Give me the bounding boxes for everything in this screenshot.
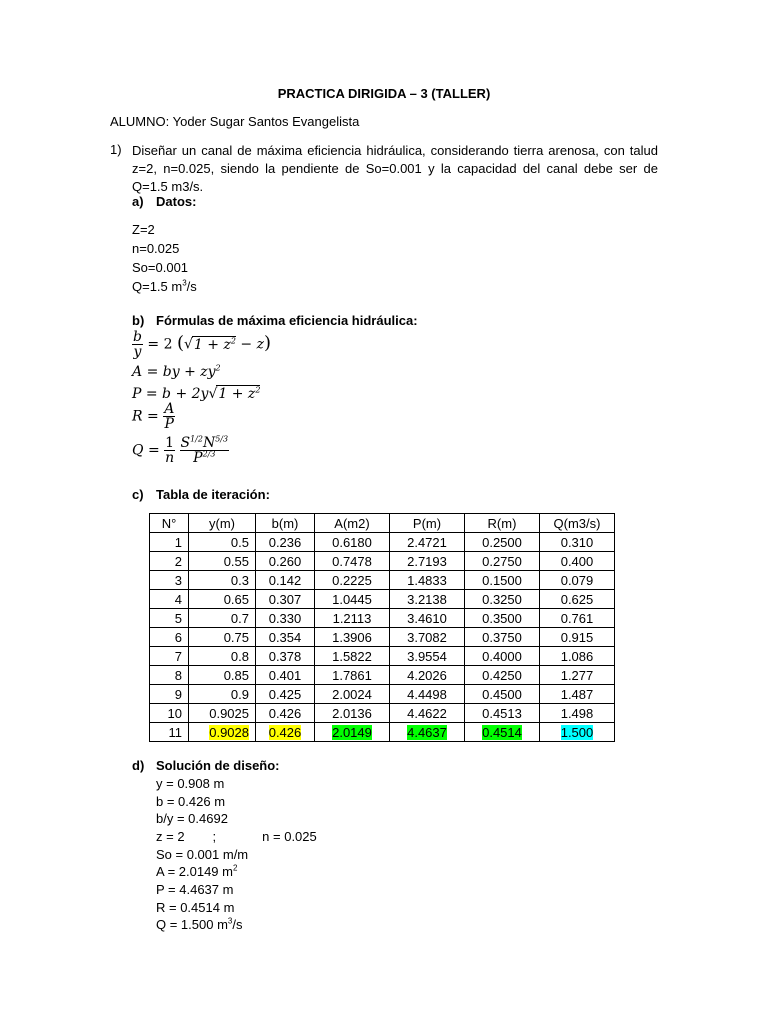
table-body xyxy=(150,533,615,742)
highlighted-value: 0.426 xyxy=(268,724,302,740)
solution-z-n: z = 2 ; n = 0.025 xyxy=(156,829,317,844)
table-row xyxy=(150,571,615,590)
table-row xyxy=(150,647,615,666)
cell-p: 3.9554 xyxy=(390,647,465,666)
cell-r: 0.2500 xyxy=(465,533,540,552)
table-row xyxy=(150,628,615,647)
cell-q: 0.310 xyxy=(540,533,615,552)
cell-n: 11 xyxy=(150,723,189,742)
cell-r: 0.4513 xyxy=(465,704,540,723)
cell-a: 1.0445 xyxy=(315,590,390,609)
cell-a: 1.2113 xyxy=(315,609,390,628)
cell-r: 0.2750 xyxy=(465,552,540,571)
solution-b-over-y: b/y = 0.4692 xyxy=(156,811,228,826)
cell-p: 4.4622 xyxy=(390,704,465,723)
cell-a: 1.7861 xyxy=(315,666,390,685)
cell-q: 0.079 xyxy=(540,571,615,590)
cell-y: 0.8 xyxy=(189,647,256,666)
cell-a: 0.7478 xyxy=(315,552,390,571)
table-row xyxy=(150,609,615,628)
solution-so: So = 0.001 m/m xyxy=(156,847,249,862)
solution-flow: Q = 1.500 $m^3/s$ xyxy=(156,916,243,932)
cell-a: 2.0024 xyxy=(315,685,390,704)
col-header-r: R(m) xyxy=(465,514,540,533)
cell-r: 0.4500 xyxy=(465,685,540,704)
highlighted-value: 0.4514 xyxy=(482,724,522,740)
solution-perimeter: P = 4.4637 m xyxy=(156,882,234,897)
iteration-table xyxy=(149,513,615,742)
cell-p: 4.2026 xyxy=(390,666,465,685)
cell-r xyxy=(465,723,540,742)
cell-b: 0.142 xyxy=(256,571,315,590)
col-header-q: Q(m3/s) xyxy=(540,514,615,533)
cell-p: 3.7082 xyxy=(390,628,465,647)
question-text: Diseñar un canal de máxima eficiencia hidráulica, considerando tierra arenosa, con talud z=2, n=0.025, siendo la pendiente de So=0.001 y la capacidad del canal debe ser de Q=1.5 m3/s. xyxy=(132,143,658,194)
solution-y: y = 0.908 m xyxy=(156,776,225,791)
cell-b xyxy=(256,723,315,742)
cell-q: 0.915 xyxy=(540,628,615,647)
page-title: PRACTICA DIRIGIDA – 3 (TALLER) xyxy=(277,86,491,101)
cell-r: 0.3500 xyxy=(465,609,540,628)
formula-perimeter: $P = b + 2y√1 + z^2$ xyxy=(132,385,261,402)
student-name: ALUMNO: Yoder Sugar Santos Evangelista xyxy=(110,114,360,129)
cell-n: 3 xyxy=(150,571,189,590)
cell-p: 3.2138 xyxy=(390,590,465,609)
table-row xyxy=(150,552,615,571)
cell-a: 0.2225 xyxy=(315,571,390,590)
data-n: n=0.025 xyxy=(132,241,180,256)
cell-q: 1.487 xyxy=(540,685,615,704)
section-a-heading: a) Datos: xyxy=(132,194,197,209)
table-row xyxy=(150,590,615,609)
cell-p: 2.7193 xyxy=(390,552,465,571)
section-b-heading: b) Fórmulas de máxima eficiencia hidráulica: xyxy=(132,313,418,328)
cell-y: 0.9025 xyxy=(189,704,256,723)
cell-b: 0.330 xyxy=(256,609,315,628)
cell-n: 2 xyxy=(150,552,189,571)
table-row xyxy=(150,723,615,742)
cell-r: 0.3750 xyxy=(465,628,540,647)
solution-area: A = 2.0149 $m^2$ xyxy=(156,863,238,879)
cell-y: 0.3 xyxy=(189,571,256,590)
cell-b: 0.260 xyxy=(256,552,315,571)
cell-b: 0.354 xyxy=(256,628,315,647)
cell-q: 1.498 xyxy=(540,704,615,723)
highlighted-value: 2.0149 xyxy=(332,724,372,740)
table-row xyxy=(150,685,615,704)
cell-p: 3.4610 xyxy=(390,609,465,628)
cell-r: 0.3250 xyxy=(465,590,540,609)
cell-n: 4 xyxy=(150,590,189,609)
cell-y: 0.5 xyxy=(189,533,256,552)
solution-b: b = 0.426 m xyxy=(156,794,226,809)
table-row xyxy=(150,533,615,552)
data-z: Z=2 xyxy=(132,222,155,237)
cell-p: 2.4721 xyxy=(390,533,465,552)
cell-b: 0.401 xyxy=(256,666,315,685)
col-header-y: y(m) xyxy=(189,514,256,533)
table-row xyxy=(150,666,615,685)
cell-y xyxy=(189,723,256,742)
cell-p xyxy=(390,723,465,742)
cell-y: 0.7 xyxy=(189,609,256,628)
cell-n: 6 xyxy=(150,628,189,647)
cell-q: 1.277 xyxy=(540,666,615,685)
cell-q: 1.086 xyxy=(540,647,615,666)
cell-a: 2.0136 xyxy=(315,704,390,723)
cell-p: 1.4833 xyxy=(390,571,465,590)
col-header-b: b(m) xyxy=(256,514,315,533)
section-d-heading: d) Solución de diseño: xyxy=(132,758,280,773)
cell-y: 0.9 xyxy=(189,685,256,704)
cell-n: 9 xyxy=(150,685,189,704)
cell-b: 0.236 xyxy=(256,533,315,552)
cell-a: 1.3906 xyxy=(315,628,390,647)
highlighted-value: 4.4637 xyxy=(407,724,447,740)
formula-hydraulic-radius: R = $\frac{A}{P}$ xyxy=(132,401,175,432)
question-number: 1) xyxy=(110,142,122,157)
cell-b: 0.425 xyxy=(256,685,315,704)
cell-q: 0.625 xyxy=(540,590,615,609)
cell-y: 0.65 xyxy=(189,590,256,609)
col-header-p: P(m) xyxy=(390,514,465,533)
cell-a xyxy=(315,723,390,742)
cell-y: 0.75 xyxy=(189,628,256,647)
col-header-a: A(m2) xyxy=(315,514,390,533)
cell-r: 0.4000 xyxy=(465,647,540,666)
cell-r: 0.4250 xyxy=(465,666,540,685)
cell-q xyxy=(540,723,615,742)
col-header-n: N° xyxy=(150,514,189,533)
cell-p: 4.4498 xyxy=(390,685,465,704)
cell-a: 1.5822 xyxy=(315,647,390,666)
highlighted-value: 1.500 xyxy=(560,724,594,740)
solution-radius: R = 0.4514 m xyxy=(156,900,235,915)
cell-n: 7 xyxy=(150,647,189,666)
section-c-heading: c) Tabla de iteración: xyxy=(132,487,270,502)
cell-b: 0.426 xyxy=(256,704,315,723)
cell-b: 0.307 xyxy=(256,590,315,609)
cell-r: 0.1500 xyxy=(465,571,540,590)
table-header-row xyxy=(150,514,615,533)
formula-area: A = by + $zy^2$ xyxy=(132,363,221,380)
table-row xyxy=(150,704,615,723)
cell-y: 0.85 xyxy=(189,666,256,685)
cell-b: 0.378 xyxy=(256,647,315,666)
cell-n: 5 xyxy=(150,609,189,628)
cell-n: 1 xyxy=(150,533,189,552)
cell-a: 0.6180 xyxy=(315,533,390,552)
cell-n: 10 xyxy=(150,704,189,723)
highlighted-value: 0.9028 xyxy=(209,724,249,740)
cell-y: 0.55 xyxy=(189,552,256,571)
cell-q: 0.761 xyxy=(540,609,615,628)
formula-flow: Q = $\frac{1}{n}$ $\frac{S^{1/2}N^{5/3}}{P^{2/3}}$ xyxy=(132,434,229,466)
cell-n: 8 xyxy=(150,666,189,685)
data-so: So=0.001 xyxy=(132,260,189,275)
cell-q: 0.400 xyxy=(540,552,615,571)
data-q: Q=1.5 $m^3/s$ xyxy=(132,278,197,294)
formula-b-over-y: $\frac{b}{y}$ = 2 $(√1 + z^2 - z)$ xyxy=(133,329,271,360)
